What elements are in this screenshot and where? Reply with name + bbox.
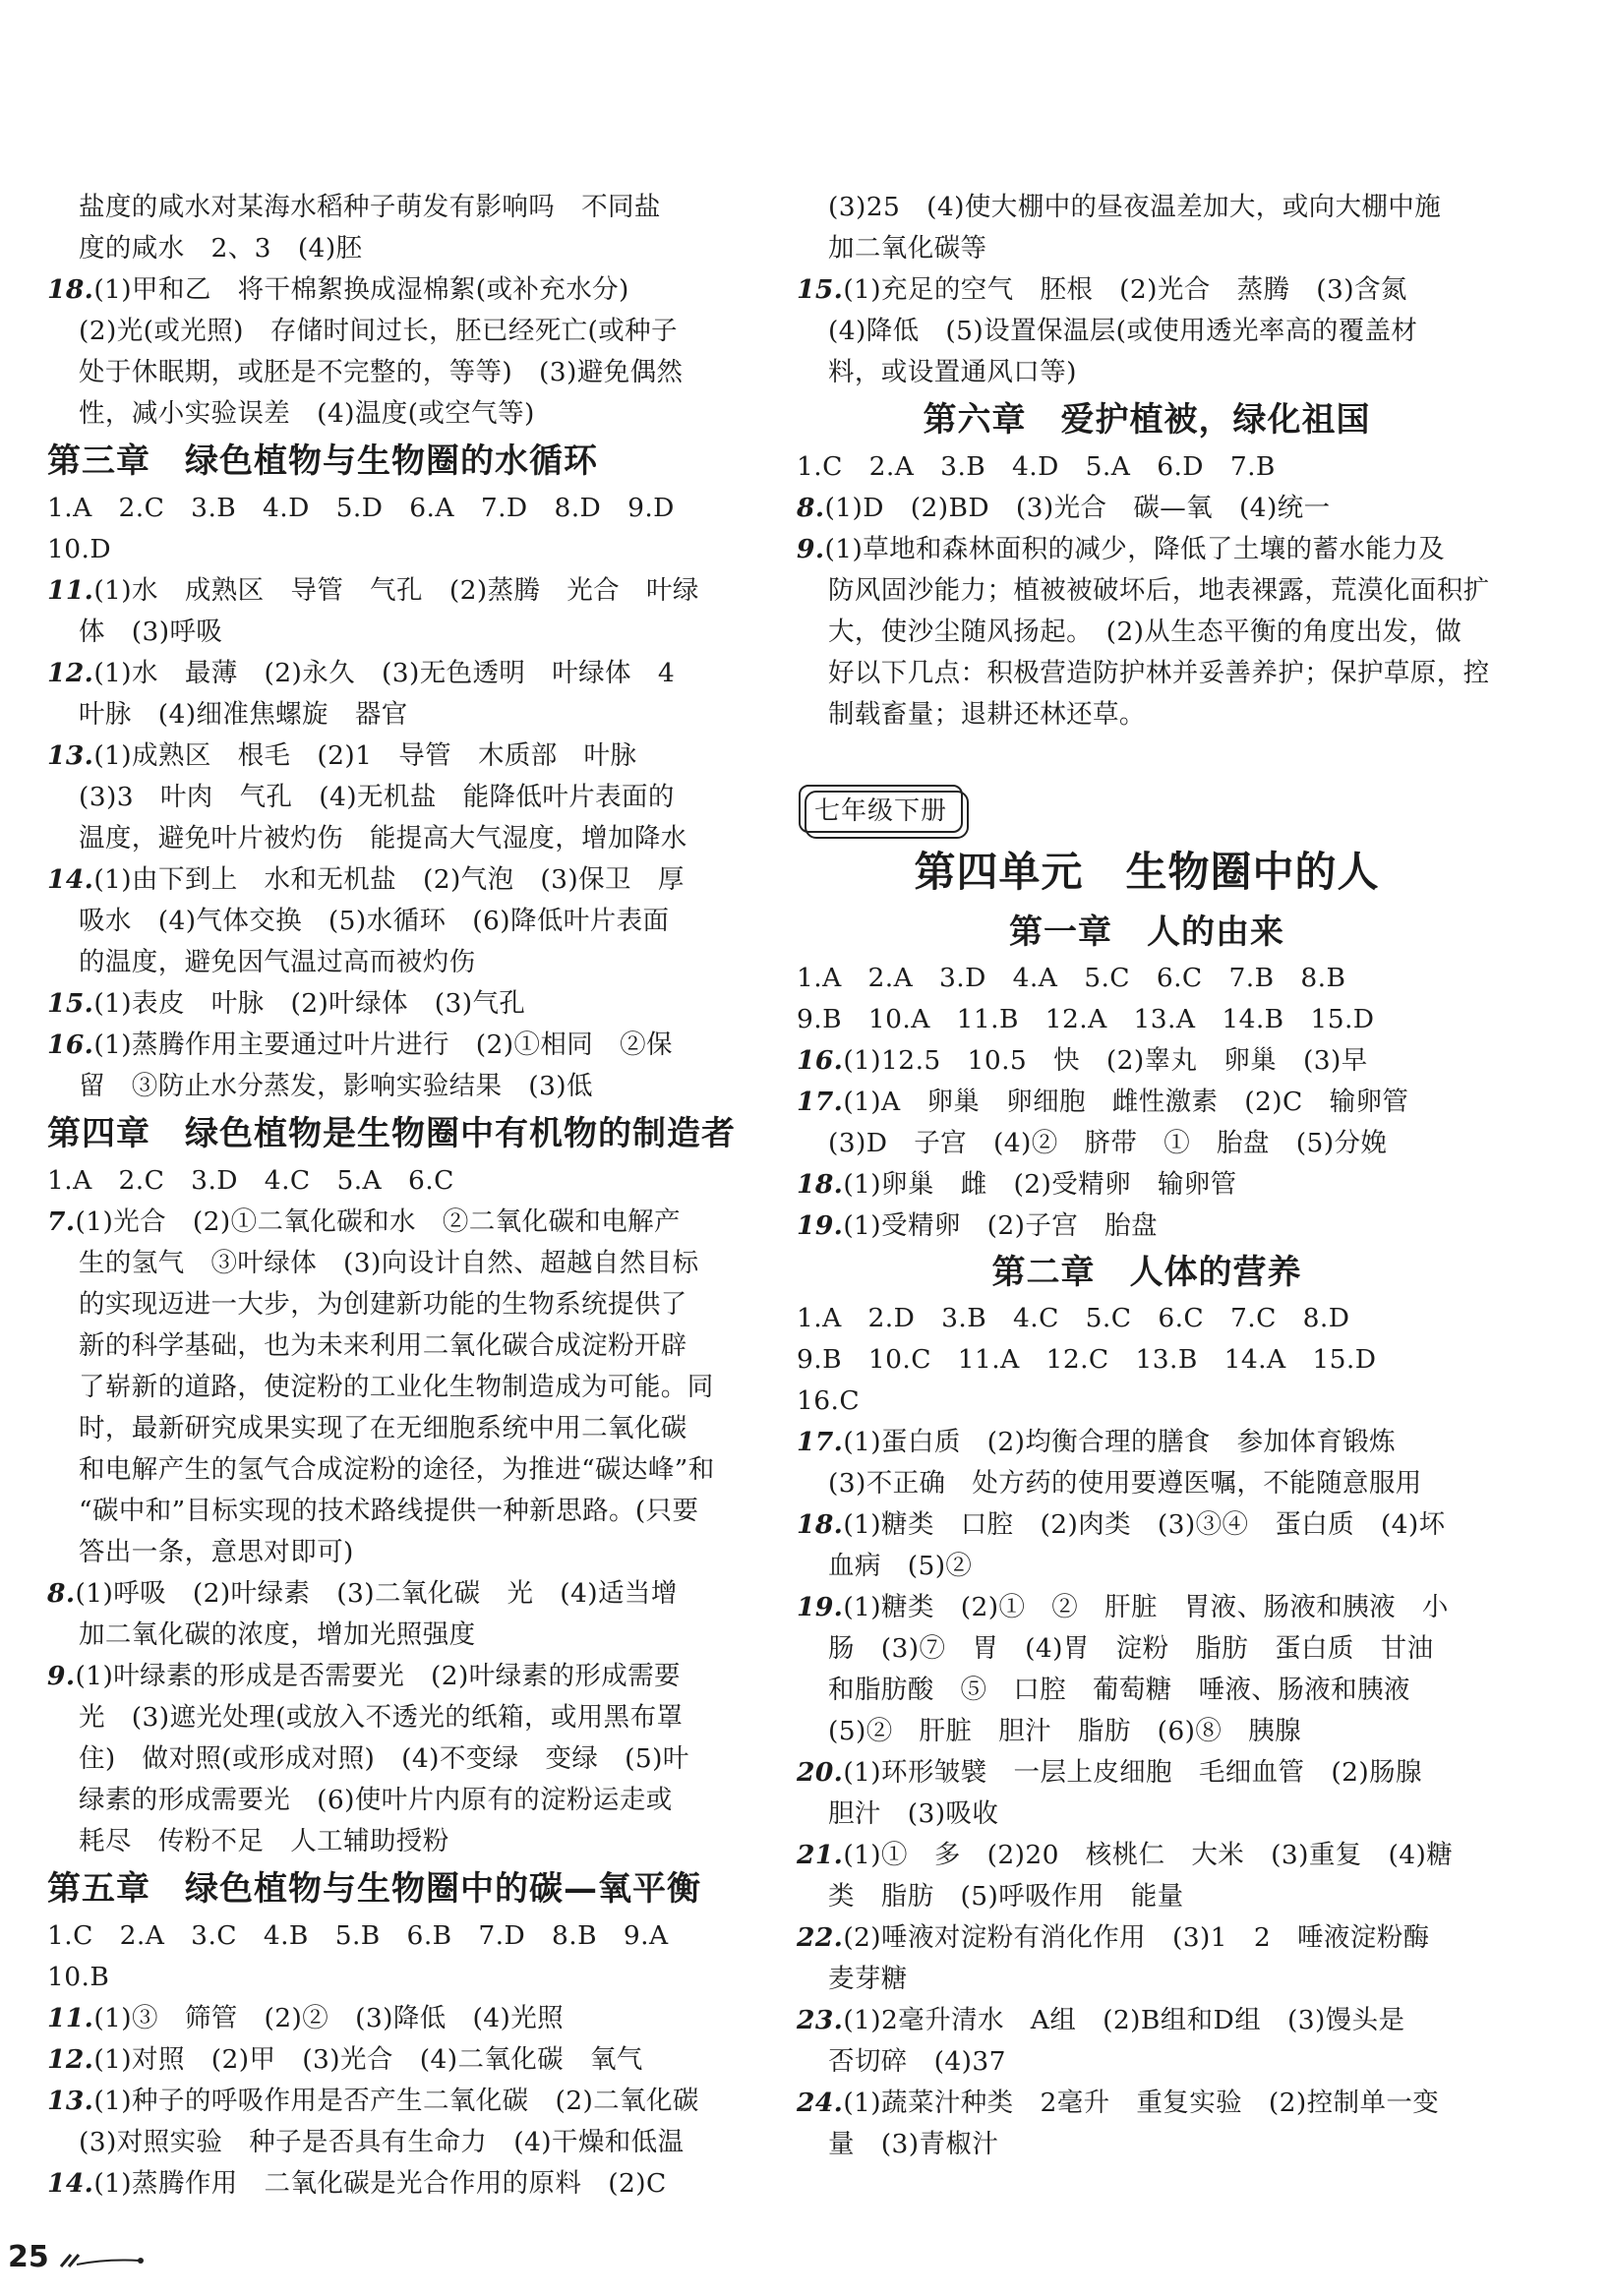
- answer-line: [47, 1573, 747, 1615]
- answer-text: (1)表皮 叶脉 (2)叶绿体 (3)气孔: [93, 988, 526, 1019]
- answer-line: 量 (3)青椒汁: [828, 2129, 999, 2159]
- answer-line: 答出一条，意思对即可): [79, 1537, 354, 1567]
- answer-line: [47, 1202, 747, 1243]
- answer-line: 光 (3)遮光处理(或放入不透光的纸箱，或用黑布罩: [79, 1702, 684, 1733]
- answer-line: [47, 570, 747, 612]
- answer-text: (1)种子的呼吸作用是否产生二氧化碳 (2)二氧化碳: [93, 2086, 699, 2116]
- answer-line: 好以下几点：积极营造防护林并妥善养护；保护草原，控: [828, 658, 1490, 688]
- answer-line: 体 (3)呼吸: [79, 617, 223, 647]
- answer-line: 胆汁 (3)吸收: [828, 1798, 999, 1829]
- answer-text: (1)对照 (2)甲 (3)光合 (4)二氧化碳 氧气: [93, 2044, 643, 2075]
- answer-line: 10.D: [47, 534, 111, 564]
- answer-line: [797, 1752, 1497, 1794]
- answer-line: 1.C 2.A 3.B 4.D 5.A 6.D 7.B: [797, 451, 1276, 482]
- answer-line: [47, 859, 747, 901]
- chapter-heading: 第二章 人体的营养: [991, 1253, 1302, 1292]
- right-column: [797, 187, 1497, 2165]
- answer-line: [47, 653, 747, 694]
- answer-line: [797, 1164, 1497, 1206]
- answer-line: [47, 1025, 747, 1066]
- answer-text: (1)A 卵巢 卵细胞 雌性激素 (2)C 输卵管: [843, 1087, 1409, 1117]
- answer-text: (1)D (2)BD (3)光合 碳—氧 (4)统一: [824, 493, 1331, 523]
- chapter-heading: 第三章 绿色植物与生物圈的水循环: [47, 442, 598, 481]
- answer-line: (3)对照实验 种子是否具有生命力 (4)干燥和低温: [79, 2127, 685, 2157]
- answer-line: 叶脉 (4)细准焦螺旋 器官: [79, 699, 408, 730]
- answer-line: [797, 488, 1497, 529]
- answer-line: 1.A 2.D 3.B 4.C 5.C 6.C 7.C 8.D: [797, 1303, 1350, 1333]
- answer-text: (1)叶绿素的形成是否需要光 (2)叶绿素的形成需要: [75, 1661, 681, 1691]
- answer-text: (1)水 最薄 (2)永久 (3)无色透明 叶绿体 4: [93, 658, 676, 688]
- question-number: 22.: [797, 1922, 844, 1953]
- grade-label: 七年级下册: [799, 785, 963, 833]
- question-number: 7.: [47, 1207, 76, 1237]
- answer-text: (1)甲和乙 将干棉絮换成湿棉絮(或补充水分): [93, 274, 629, 305]
- answer-line: 生的氢气 ③叶绿体 (3)向设计自然、超越自然目标: [79, 1248, 699, 1278]
- swoosh-decoration-icon: [57, 2249, 146, 2270]
- answer-line: [797, 2000, 1497, 2041]
- answer-text: (1)12.5 10.5 快 (2)睾丸 卵巢 (3)早: [843, 1045, 1368, 1076]
- chapter-heading: 第一章 人的由来: [1009, 913, 1284, 952]
- answer-text: (1)糖类 口腔 (2)肉类 (3)③④ 蛋白质 (4)坏: [843, 1509, 1446, 1540]
- question-number: 17.: [797, 1087, 844, 1117]
- answer-line: 10.B: [47, 1962, 110, 1992]
- answer-text: (1)草地和森林面积的减少，降低了土壤的蓄水能力及: [824, 534, 1446, 564]
- question-number: 18.: [47, 274, 94, 305]
- answer-line: 住) 做对照(或形成对照) (4)不变绿 变绿 (5)叶: [79, 1743, 689, 1774]
- answer-line: [47, 736, 747, 777]
- answer-line: [797, 1917, 1497, 1959]
- answer-line: 否切碎 (4)37: [828, 2046, 1006, 2077]
- answer-text: (1)卵巢 雌 (2)受精卵 输卵管: [843, 1169, 1237, 1200]
- left-column: [47, 187, 747, 2205]
- answer-line: 制载畜量；退耕还林还草。: [828, 699, 1146, 730]
- answer-text: (1)2毫升清水 A组 (2)B组和D组 (3)馒头是: [843, 2005, 1405, 2035]
- page-number: 25: [8, 2240, 49, 2274]
- question-number: 12.: [47, 2044, 94, 2075]
- answer-line: [47, 2163, 747, 2205]
- answer-line: (3)D 子宫 (4)② 脐带 ① 胎盘 (5)分娩: [828, 1128, 1388, 1158]
- answer-line: [47, 1998, 747, 2039]
- question-number: 16.: [797, 1045, 844, 1076]
- answer-line: [797, 529, 1497, 570]
- answer-line: 留 ③防止水分蒸发，影响实验结果 (3)低: [79, 1071, 593, 1101]
- answer-line: [797, 1587, 1497, 1628]
- answer-line: (3)25 (4)使大棚中的昼夜温差加大，或向大棚中施: [828, 192, 1442, 222]
- answer-text: (1)水 成熟区 导管 气孔 (2)蒸腾 光合 叶绿: [93, 575, 699, 606]
- answer-line: 1.A 2.A 3.D 4.A 5.C 6.C 7.B 8.B: [797, 963, 1346, 993]
- answer-line: 度的咸水 2、3 (4)胚: [79, 233, 363, 264]
- answer-line: 大，使沙尘随风扬起。 (2)从生态平衡的角度出发，做: [828, 617, 1462, 647]
- answer-line: (2)光(或光照) 存储时间过长，胚已经死亡(或种子: [79, 316, 678, 346]
- question-number: 19.: [797, 1210, 844, 1241]
- answer-text: (1)蒸腾作用 二氧化碳是光合作用的原料 (2)C: [93, 2168, 667, 2199]
- answer-line: 血病 (5)②: [828, 1551, 973, 1581]
- answer-line: [47, 1656, 747, 1697]
- question-number: 14.: [47, 864, 94, 895]
- answer-text: (1)① 多 (2)20 核桃仁 大米 (3)重复 (4)糖: [843, 1840, 1454, 1870]
- question-number: 16.: [47, 1030, 94, 1060]
- question-number: 12.: [47, 658, 94, 688]
- question-number: 18.: [797, 1509, 844, 1540]
- answer-line: [797, 1206, 1497, 1247]
- answer-line: [797, 1082, 1497, 1123]
- question-number: 11.: [47, 575, 94, 606]
- chapter-heading: 第六章 爱护植被，绿化祖国: [923, 400, 1371, 440]
- answer-line: [797, 1504, 1497, 1546]
- answer-line: 16.C: [797, 1385, 861, 1416]
- answer-line: 了崭新的道路，使淀粉的工业化生物制造成为可能。同: [79, 1372, 714, 1402]
- answer-line: 的实现迈进一大步，为创建新功能的生物系统提供了: [79, 1289, 687, 1320]
- answer-line: (4)降低 (5)设置保温层(或使用透光率高的覆盖材: [828, 316, 1418, 346]
- answer-line: 麦芽糖: [828, 1964, 908, 1994]
- question-number: 9.: [797, 534, 825, 564]
- question-number: 15.: [47, 988, 94, 1019]
- answer-line: 盐度的咸水对某海水稻种子萌发有影响吗 不同盐: [79, 192, 661, 222]
- answer-line: “碳中和”目标实现的技术路线提供一种新思路。(只要: [79, 1496, 699, 1526]
- question-number: 8.: [47, 1578, 76, 1609]
- answer-text: (1)由下到上 水和无机盐 (2)气泡 (3)保卫 厚: [93, 864, 685, 895]
- answer-text: (2)唾液对淀粉有消化作用 (3)1 2 唾液淀粉酶: [843, 1922, 1430, 1953]
- answer-line: 加二氧化碳的浓度，增加光照强度: [79, 1619, 476, 1650]
- question-number: 24.: [797, 2088, 844, 2118]
- answer-line: (3)不正确 处方药的使用要遵医嘱，不能随意服用: [828, 1468, 1422, 1499]
- question-number: 14.: [47, 2168, 94, 2199]
- unit-title: 第四单元 生物圈中的人: [914, 848, 1380, 896]
- answer-line: 肠 (3)⑦ 胃 (4)胃 淀粉 脂肪 蛋白质 甘油: [828, 1633, 1434, 1664]
- answer-line: 9.B 10.C 11.A 12.C 13.B 14.A 15.D: [797, 1344, 1377, 1375]
- answer-text: (1)充足的空气 胚根 (2)光合 蒸腾 (3)含氮: [843, 274, 1407, 305]
- answer-text: (1)蒸腾作用主要通过叶片进行 (2)①相同 ②保: [93, 1030, 673, 1060]
- answer-line: 新的科学基础，也为未来利用二氧化碳合成淀粉开辟: [79, 1330, 687, 1361]
- question-number: 23.: [797, 2005, 844, 2035]
- answer-line: 加二氧化碳等: [828, 233, 987, 264]
- answer-text: (1)呼吸 (2)叶绿素 (3)二氧化碳 光 (4)适当增: [75, 1578, 678, 1609]
- answer-line: (3)3 叶肉 气孔 (4)无机盐 能降低叶片表面的: [79, 782, 675, 812]
- answer-line: 类 脂肪 (5)呼吸作用 能量: [828, 1881, 1184, 1912]
- grade-label-box: [797, 779, 1497, 838]
- answer-line: 时，最新研究成果实现了在无细胞系统中用二氧化碳: [79, 1413, 687, 1443]
- answer-text: (1)环形皱襞 一层上皮细胞 毛细血管 (2)肠腺: [843, 1757, 1422, 1788]
- question-number: 15.: [797, 274, 844, 305]
- spacer: [797, 736, 1497, 779]
- answer-text: (1)受精卵 (2)子宫 胎盘: [843, 1210, 1158, 1241]
- question-number: 8.: [797, 493, 825, 523]
- answer-line: (5)② 肝脏 胆汁 脂肪 (6)⑧ 胰腺: [828, 1716, 1301, 1746]
- question-number: 11.: [47, 2003, 94, 2033]
- question-number: 19.: [797, 1592, 844, 1622]
- answer-line: 1.A 2.C 3.B 4.D 5.D 6.A 7.D 8.D 9.D: [47, 493, 675, 523]
- question-number: 13.: [47, 2086, 94, 2116]
- answer-line: [47, 2039, 747, 2081]
- answer-line: [47, 983, 747, 1025]
- answer-line: [797, 269, 1497, 311]
- answer-line: 的温度，避免因气温过高而被灼伤: [79, 947, 476, 977]
- question-number: 17.: [797, 1427, 844, 1457]
- answer-line: 绿素的形成需要光 (6)使叶片内原有的淀粉运走或: [79, 1785, 673, 1815]
- answer-line: 性，减小实验误差 (4)温度(或空气等): [79, 398, 535, 429]
- answer-text: (1)糖类 (2)① ② 肝脏 胃液、肠液和胰液 小: [843, 1592, 1449, 1622]
- answer-text: (1)蛋白质 (2)均衡合理的膳食 参加体育锻炼: [843, 1427, 1396, 1457]
- answer-line: 耗尽 传粉不足 人工辅助授粉: [79, 1826, 449, 1856]
- answer-text: (1)成熟区 根毛 (2)1 导管 木质部 叶脉: [93, 740, 637, 771]
- question-number: 9.: [47, 1661, 76, 1691]
- question-number: 20.: [797, 1757, 844, 1788]
- answer-line: 温度，避免叶片被灼伤 能提高大气湿度，增加降水: [79, 823, 687, 854]
- answer-text: (1)蔬菜汁种类 2毫升 重复实验 (2)控制单一变: [843, 2088, 1440, 2118]
- answer-line: [47, 2081, 747, 2122]
- answer-line: 和电解产生的氢气合成淀粉的途径，为推进“碳达峰”和: [79, 1454, 715, 1485]
- question-number: 21.: [797, 1840, 844, 1870]
- answer-line: [797, 1040, 1497, 1082]
- chapter-heading: 第四章 绿色植物是生物圈中有机物的制造者: [47, 1114, 736, 1153]
- answer-text: (1)光合 (2)①二氧化碳和水 ②二氧化碳和电解产: [75, 1207, 681, 1237]
- answer-line: 9.B 10.A 11.B 12.A 13.A 14.B 15.D: [797, 1004, 1375, 1034]
- answer-text: (1)③ 筛管 (2)② (3)降低 (4)光照: [93, 2003, 565, 2033]
- answer-line: 吸水 (4)气体交换 (5)水循环 (6)降低叶片表面: [79, 906, 670, 936]
- answer-line: 1.A 2.C 3.D 4.C 5.A 6.C: [47, 1165, 454, 1196]
- answer-line: [797, 1835, 1497, 1876]
- question-number: 18.: [797, 1169, 844, 1200]
- answer-line: 1.C 2.A 3.C 4.B 5.B 6.B 7.D 8.B 9.A: [47, 1920, 669, 1951]
- answer-line: 处于休眠期，或胚是不完整的，等等) (3)避免偶然: [79, 357, 684, 387]
- answer-line: 和脂肪酸 ⑤ 口腔 葡萄糖 唾液、肠液和胰液: [828, 1675, 1410, 1705]
- answer-line: 料，或设置通风口等): [828, 357, 1077, 387]
- answer-line: [797, 2083, 1497, 2124]
- chapter-heading: 第五章 绿色植物与生物圈中的碳—氧平衡: [47, 1869, 701, 1909]
- answer-line: [797, 1422, 1497, 1463]
- answer-line: 防风固沙能力；植被被破坏后，地表裸露，荒漠化面积扩: [828, 575, 1490, 606]
- answer-line: [47, 269, 747, 311]
- question-number: 13.: [47, 740, 94, 771]
